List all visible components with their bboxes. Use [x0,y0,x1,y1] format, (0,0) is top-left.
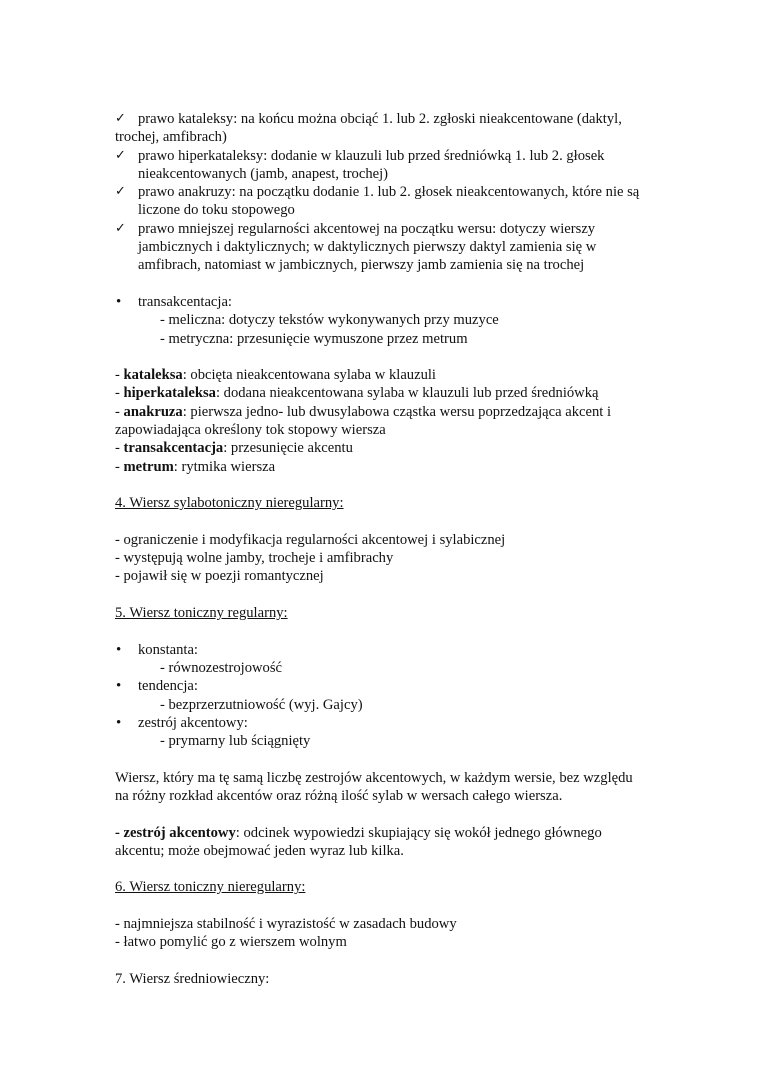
rule-text: prawo anakruzy: na początku dodanie 1. lub 2. głosek nieakcentowanych, które nie są liczone do toku stopowego [138,184,640,219]
definition-line: - hiperkataleksa: dodana nieakcentowana sylaba w klauzuli lub przed średniówką [115,385,599,402]
checkmark-icon: ✓ [115,147,126,163]
checkmark-icon: ✓ [115,111,126,126]
bullet-icon: • [116,641,122,658]
definition-line: - zestrój akcentowy: odcinek wypowiedzi skupiający się wokół jednego głównego akcentu; może obejmować jeden wyraz lub kilka. [115,824,602,859]
bullet-konstanta [115,641,645,659]
document-page [115,110,645,988]
sub-item: - meliczna: dotyczy tekstów wykonywanych przy muzyce [160,312,499,329]
rule-mniejszej-regularnosci [115,220,645,275]
section-line: - występują wolne jamby, trocheje i amfibrachy [115,550,394,567]
rule-katalexy [115,110,645,147]
sub-item: - równozestrojowość [160,659,282,676]
section-line: - ograniczenie i modyfikacja regularności akcentowej i sylabicznej [115,531,506,548]
section-heading: 5. Wiersz toniczny regularny: [115,605,288,622]
sub-item: - bezprzerzutniowość (wyj. Gajcy) [160,696,363,713]
rule-hiperkatalexy [115,147,645,184]
definition-line: - anakruza: pierwsza jedno- lub dwusylabowa cząstka wersu poprzedzająca akcent i zapowiadająca określony tok stopowy wiersza [115,403,612,439]
bullet-transakcentacja [115,293,645,311]
rule-text: prawo kataleksy: na końcu można obciąć 1. lub 2. zgłoski nieakcentowane (daktyl, trochej, amfibrach) [115,111,622,146]
section-heading: 4. Wiersz sylabotoniczny nieregularny: [115,495,344,512]
bullet-zestroj [115,714,645,732]
rule-text: prawo hiperkataleksy: dodanie w klauzuli lub przed średniówką 1. lub 2. głosek nieakcentowanych (jamb, anapest, trochej) [138,147,605,182]
rule-anakruzy [115,183,645,220]
bullet-icon: • [116,678,122,695]
definition-term: anakruza [123,403,183,420]
bullet-tendencja [115,677,645,695]
bullet-icon: • [116,714,122,731]
definition-term: metrum [123,458,174,475]
section-line: - pojawił się w poezji romantycznej [115,568,324,585]
definition-term: hiperkataleksa [123,385,216,402]
definition-line: - transakcentacja: przesunięcie akcentu [115,440,353,457]
checkmark-icon: ✓ [115,220,126,236]
bullet-label: transakcentacja: [138,293,232,310]
definition-line: - kataleksa: obcięta nieakcentowana sylaba w klauzuli [115,367,436,384]
section-line: - najmniejsza stabilność i wyrazistość w zasadach budowy [115,916,457,933]
bullet-label: tendencja: [138,678,198,695]
bullet-label: konstanta: [138,641,198,658]
definition-term: kataleksa [123,367,183,384]
definition-line: - metrum: rytmika wiersza [115,458,276,475]
checkmark-icon: ✓ [115,184,126,200]
bullet-label: zestrój akcentowy: [138,714,248,731]
section-line: - łatwo pomylić go z wierszem wolnym [115,934,347,951]
paragraph: Wiersz, który ma tę samą liczbę zestrojów akcentowych, w każdym wersie, bez względu na różny rozkład akcentów oraz różną ilość sylab w wersach całego wiersza. [115,769,633,804]
rule-text: prawo mniejszej regularności akcentowej na początku wersu: dotyczy wierszy jambicznych i daktylicznych; w daktylicznych pierwszy daktyl zamienia się w amfibrach, natomiast w jambicznych, pierwszy jamb zamienia się na trochej [138,220,597,274]
section-heading: 7. Wiersz średniowieczny: [115,970,270,987]
definition-term: zestrój akcentowy [123,824,236,841]
sub-item: - metryczna: przesunięcie wymuszone przez metrum [160,330,468,347]
section-heading: 6. Wiersz toniczny nieregularny: [115,879,306,896]
bullet-icon: • [116,293,122,310]
definition-term: transakcentacja [123,440,224,457]
sub-item: - prymarny lub ściągnięty [160,733,311,750]
